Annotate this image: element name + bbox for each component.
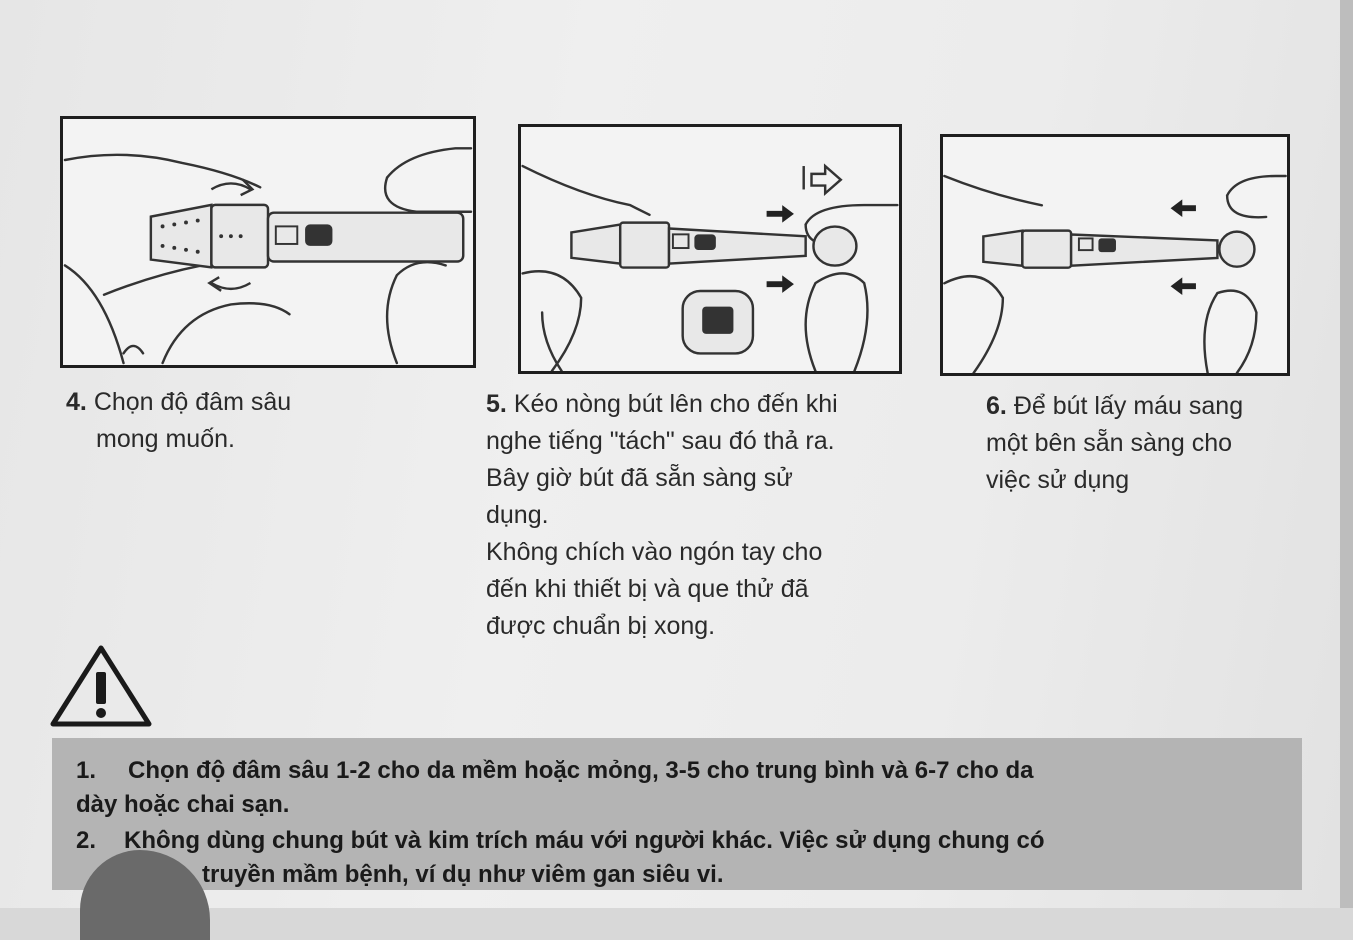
release-button <box>305 224 332 245</box>
figure-step-6 <box>940 134 1290 376</box>
warning-note <box>76 824 1278 858</box>
pull-arrow-icon <box>804 166 841 193</box>
caption-line: Để bút lấy máu sang <box>1013 392 1244 420</box>
figure-step-4 <box>60 116 476 368</box>
note-line: dày hoặc chai sạn. <box>76 791 290 818</box>
illustration-pull-cocking <box>521 127 899 371</box>
step-number: 5. <box>486 390 507 418</box>
figure-step-5 <box>518 124 902 374</box>
caption-line: dụng. <box>486 501 549 529</box>
step-number: 4. <box>66 388 87 416</box>
caption-line: việc sử dụng <box>986 466 1130 494</box>
caption-line: Không chích vào ngón tay cho <box>486 538 823 566</box>
caption-line: Chọn độ đâm sâu <box>93 388 292 416</box>
illustration-depth-dial <box>63 119 473 365</box>
caption-line: Kéo nòng bút lên cho đến khi <box>513 390 838 418</box>
caption-line: nghe tiếng "tách" sau đó thả ra. <box>486 427 835 455</box>
caption-step-4 <box>66 384 291 458</box>
caption-line: được chuẩn bị xong. <box>486 612 716 640</box>
inset-button-detail <box>683 291 753 353</box>
step-number: 6. <box>986 392 1007 420</box>
caption-line: mong muốn. <box>96 425 235 453</box>
note-number: 1. <box>76 757 97 784</box>
caption-step-6 <box>986 388 1243 499</box>
warning-note <box>76 754 1278 788</box>
warning-note-continued <box>76 788 1278 822</box>
caption-step-5 <box>486 386 838 645</box>
caption-line: một bên sẵn sàng cho <box>986 429 1232 457</box>
caption-line: đến khi thiết bị và que thử đã <box>486 575 809 603</box>
note-number: 2. <box>76 827 97 854</box>
warning-triangle-icon <box>48 642 154 730</box>
note-line: truyền mầm bệnh, ví dụ như viêm gan siêu vi. <box>202 861 724 888</box>
warning-notes-box <box>52 738 1302 890</box>
note-line: Chọn độ đâm sâu 1-2 cho da mềm hoặc mỏng, 3-5 cho trung bình và 6-7 cho da <box>128 757 1034 784</box>
warning-note-continued <box>76 858 1278 892</box>
note-line: Không dùng chung bút và kim trích máu với người khác. Việc sử dụng chung có <box>124 827 1045 854</box>
illustration-set-aside <box>943 137 1287 373</box>
caption-line: Bây giờ bút đã sẵn sàng sử <box>486 464 793 492</box>
page-edge-shadow <box>1340 0 1353 908</box>
